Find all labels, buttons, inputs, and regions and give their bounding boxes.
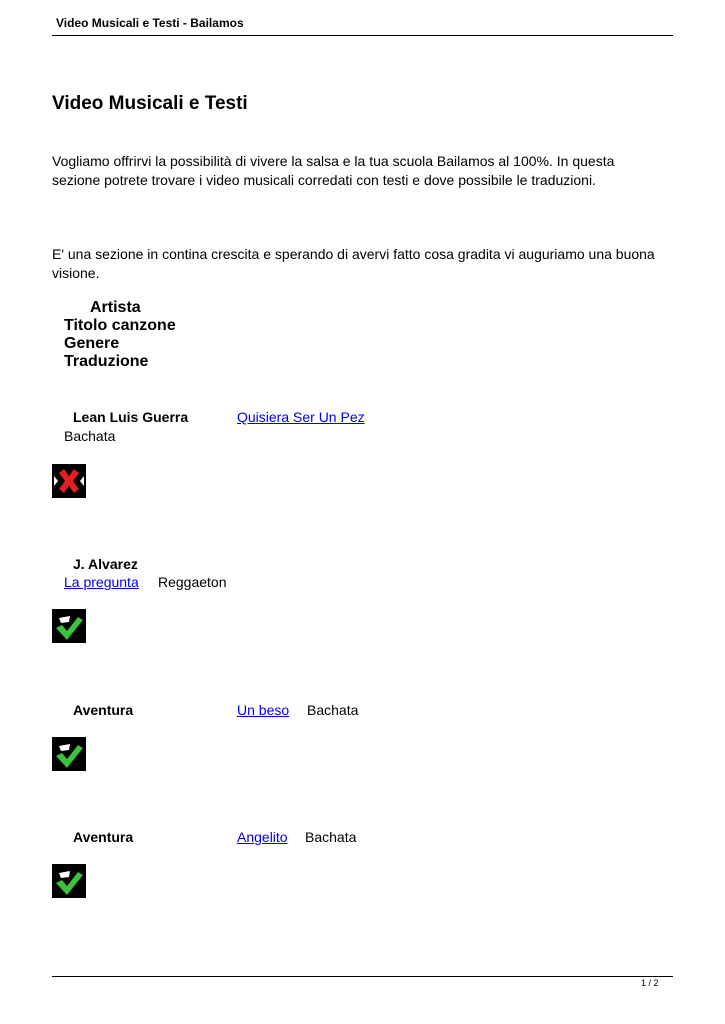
page-number: 1 / 2	[641, 978, 659, 988]
genre-cell: Bachata	[305, 829, 357, 845]
checkmark-icon	[52, 737, 86, 771]
song-link[interactable]: La pregunta	[64, 574, 139, 590]
column-header-song-title: Titolo canzone	[64, 317, 176, 334]
page-title: Video Musicali e Testi	[52, 93, 248, 114]
song-link[interactable]: Angelito	[237, 829, 288, 845]
second-paragraph: E' una sezione in contina crescita e sperando di avervi fatto cosa gradita vi auguriamo una buona visione.	[52, 246, 655, 281]
footer-rule	[52, 976, 673, 977]
song-link[interactable]: Un beso	[237, 702, 290, 718]
artist-cell: J. Alvarez	[73, 556, 138, 572]
artist-cell: Aventura	[73, 829, 134, 845]
intro-paragraph: Vogliamo offrirvi la possibilità di vivere la salsa e la tua scuola Bailamos al 100%. In questa sezione potrete trovare i video musicali corredati con testi e dove possibile le traduzioni.	[52, 153, 615, 188]
column-header-artist: Artista	[90, 299, 141, 316]
genre-cell: Bachata	[64, 428, 116, 444]
checkmark-icon	[52, 609, 86, 643]
running-header: Video Musicali e Testi - Bailamos	[56, 16, 244, 30]
column-header-genre: Genere	[64, 335, 120, 352]
genre-cell: Bachata	[307, 702, 359, 718]
checkmark-icon	[52, 864, 86, 898]
song-link[interactable]: Quisiera Ser Un Pez	[237, 409, 365, 425]
header-rule	[52, 35, 673, 36]
genre-cell: Reggaeton	[158, 574, 227, 590]
column-header-translation: Traduzione	[64, 353, 149, 370]
artist-cell: Aventura	[73, 702, 134, 718]
cross-icon	[52, 464, 86, 498]
artist-cell: Lean Luis Guerra	[73, 409, 189, 425]
